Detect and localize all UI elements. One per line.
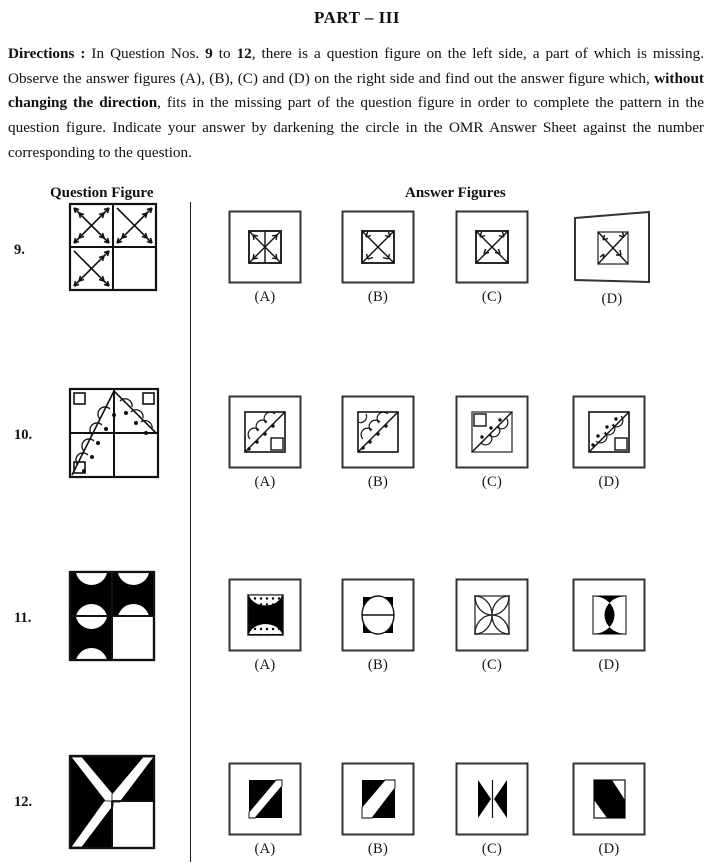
answer-option-11-b[interactable]: [341, 578, 415, 674]
directions-range-from: 9: [205, 45, 213, 62]
question-row-11: [0, 564, 714, 684]
answer-option-label: (C): [481, 474, 503, 490]
answer-option-label: (A): [254, 289, 276, 305]
question-number-12: 12.: [14, 794, 33, 810]
answer-option-label: (D): [598, 474, 620, 490]
question-number-11: 11.: [14, 610, 32, 626]
answer-figures-heading: Answer Figures: [405, 185, 506, 202]
answer-option-9-b[interactable]: [341, 210, 415, 306]
answer-option-label: (B): [367, 474, 389, 490]
answer-option-11-a[interactable]: [228, 578, 302, 674]
directions-text-2: to: [212, 45, 237, 62]
question-number-9: 9.: [14, 242, 25, 258]
question-figure-9: [68, 202, 158, 292]
answer-option-label: (D): [601, 291, 623, 307]
answer-option-label: (A): [254, 657, 276, 673]
answer-option-label: (B): [367, 289, 389, 305]
question-number-10: 10.: [14, 427, 33, 443]
directions-text-1: In Question Nos.: [85, 45, 206, 62]
answer-option-label: (B): [367, 841, 389, 857]
directions-paragraph: [8, 42, 704, 165]
question-row-9: [0, 196, 714, 316]
question-figure-12: [68, 754, 156, 850]
answer-option-12-b[interactable]: [341, 762, 415, 858]
directions-label: Directions :: [8, 45, 86, 62]
answer-option-11-d[interactable]: [572, 578, 646, 674]
answer-option-label: (A): [254, 474, 276, 490]
answer-option-12-d[interactable]: [572, 762, 646, 858]
directions-text-3: , there is a question figure on the left side, a part of which is missing. Observe the answer figures (A), (B), (C) and (D) on the right side and find out the answer figure which,: [8, 45, 704, 87]
answer-option-label: (C): [481, 841, 503, 857]
answer-option-label: (A): [254, 841, 276, 857]
answer-option-label: (C): [481, 657, 503, 673]
answer-option-10-a[interactable]: [228, 395, 302, 491]
answer-option-9-a[interactable]: [228, 210, 302, 306]
question-row-12: [0, 748, 714, 868]
page-title: PART – III: [314, 8, 400, 27]
answer-option-9-d[interactable]: [572, 210, 652, 308]
answer-option-12-c[interactable]: [455, 762, 529, 858]
question-figure-11: [68, 570, 156, 662]
directions-emphasis: without changing the direction: [8, 69, 704, 112]
answer-option-10-c[interactable]: [455, 395, 529, 491]
question-figure-heading: Question Figure: [50, 185, 154, 202]
answer-option-10-b[interactable]: [341, 395, 415, 491]
answer-option-label: (D): [598, 657, 620, 673]
directions-text-4: , fits in the missing part of the question figure in order to complete the pattern in the question figure. Indicate your answer by darkening the circle in the OMR Answer Sheet against the number corresponding to the question.: [8, 94, 704, 161]
directions-range-to: 12: [236, 45, 252, 62]
question-figure-10: [68, 387, 160, 479]
questions-sheet: [0, 196, 714, 866]
question-row-10: [0, 381, 714, 501]
answer-option-12-a[interactable]: [228, 762, 302, 858]
answer-option-11-c[interactable]: [455, 578, 529, 674]
answer-option-label: (B): [367, 657, 389, 673]
answer-option-9-c[interactable]: [455, 210, 529, 306]
answer-option-label: (D): [598, 841, 620, 857]
answer-option-label: (C): [481, 289, 503, 305]
answer-option-10-d[interactable]: [572, 395, 646, 491]
